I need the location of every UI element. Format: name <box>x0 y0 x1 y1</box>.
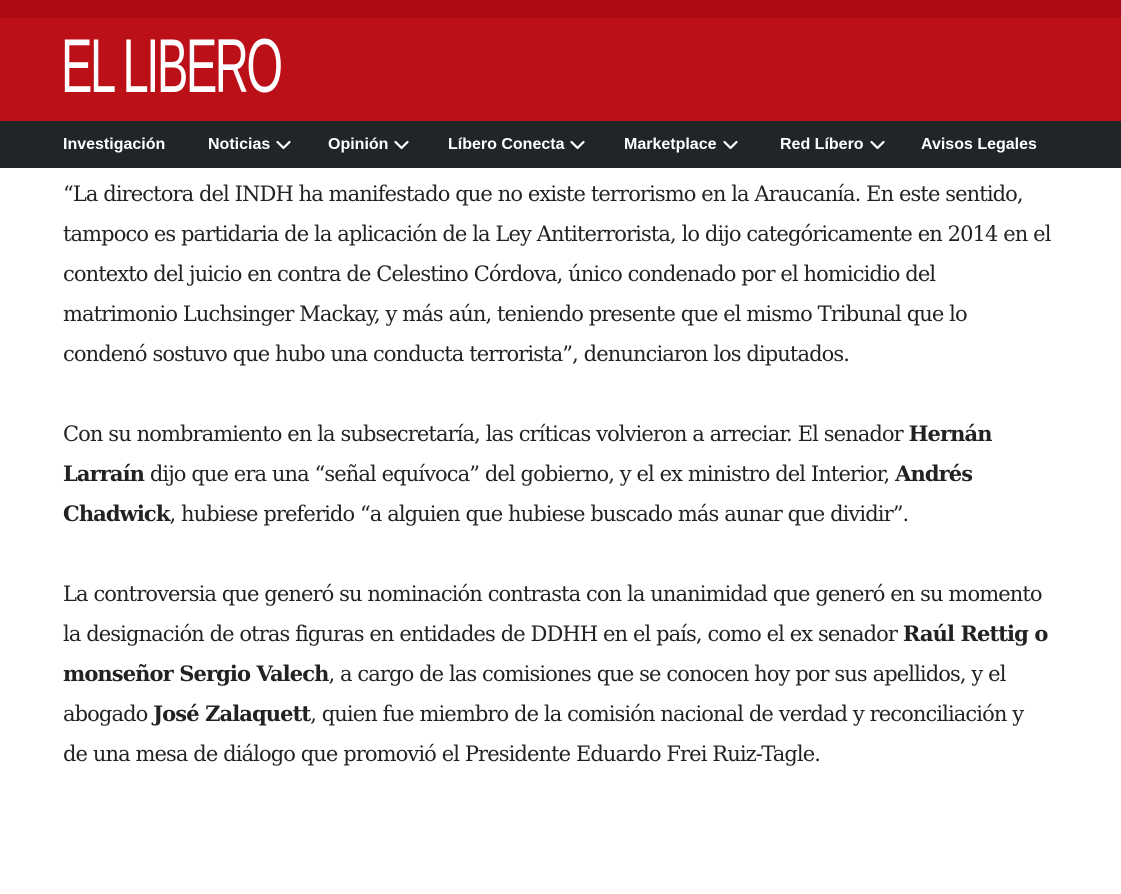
person-name: Andrés Chadwick <box>63 461 973 526</box>
article-paragraph: “La directora del INDH ha manifestado que no existe terrorismo en la Araucanía. En este sentido, tampoco es partidaria de la aplicación de la Ley Antiterrorista, lo dijo categóricamente en 2014 en el contexto del juicio en contra de Celestino Córdova, único condenado por el homicidio del matrimonio Luchsinger Mackay, y más aún, teniendo presente que el mismo Tribunal que lo condenó sostuvo que hubo una conducta terrorista”, denunciaron los diputados. <box>63 182 1051 366</box>
article-paragraph: Con su nombramiento en la subsecretaría, las críticas volvieron a arreciar. El senador Hernán Larraín dijo que era una “señal equívoca” del gobierno, y el ex ministro del Interior, Andrés Chadwick, hubiese preferido “a alguien que hubiese buscado más aunar que dividir”. <box>63 421 992 526</box>
chevron-down-icon <box>394 140 409 150</box>
nav-item-opinion[interactable] <box>328 121 409 168</box>
nav-item-label: Opinión <box>328 135 389 153</box>
nav-item-libero-conecta[interactable] <box>448 121 585 168</box>
article-paragraph: La controversia que generó su nominación contrasta con la unanimidad que generó en su momento la designación de otras figuras en entidades de DDHH en el país, como el ex senador Raúl Rettig o monseñor Sergio Valech, a cargo de las comisiones que se conocen hoy por sus apellidos, y el abogado José Zalaquett, quien fue miembro de la comisión nacional de verdad y reconciliación y de una mesa de diálogo que promovió el Presidente Eduardo Frei Ruiz-Tagle. <box>63 582 1048 766</box>
nav-item-investigacion[interactable] <box>63 121 165 168</box>
site-header <box>0 0 1121 121</box>
nav-item-noticias[interactable] <box>208 121 291 168</box>
article-body <box>63 174 1053 814</box>
site-logo[interactable]: EL LIBERO <box>61 24 281 109</box>
person-name: José Zalaquett <box>153 701 311 726</box>
nav-item-red-libero[interactable] <box>780 121 885 168</box>
person-name: Raúl Rettig o monseñor Sergio Valech <box>63 621 1048 686</box>
nav-item-label: Red Líbero <box>780 135 864 153</box>
nav-item-label: Avisos Legales <box>921 135 1037 153</box>
main-nav <box>0 121 1121 168</box>
chevron-down-icon <box>276 140 291 150</box>
person-name: Hernán Larraín <box>63 421 992 486</box>
chevron-down-icon <box>723 140 738 150</box>
nav-item-label: Noticias <box>208 135 271 153</box>
chevron-down-icon <box>570 140 585 150</box>
chevron-down-icon <box>870 140 885 150</box>
nav-item-label: Líbero Conecta <box>448 135 565 153</box>
nav-item-label: Marketplace <box>624 135 717 153</box>
nav-item-label: Investigación <box>63 135 166 153</box>
nav-item-marketplace[interactable] <box>624 121 738 168</box>
nav-item-avisos-legales[interactable] <box>921 121 1037 168</box>
header-top-band <box>0 0 1121 18</box>
